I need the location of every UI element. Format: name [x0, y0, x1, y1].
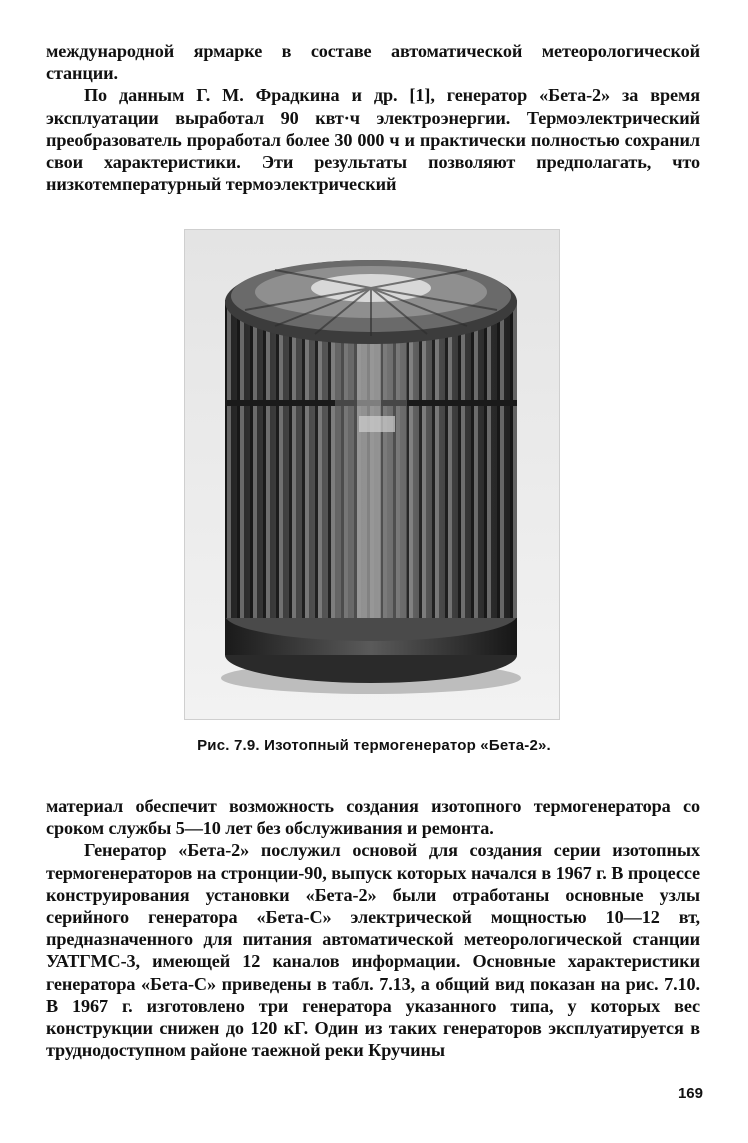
paragraph-fradkin-data: По данным Г. М. Фрадкина и др. [1], генератор «Бета-2» за время эксплуатации выработал 90 квт·ч электроэнергии. Термоэлектрический преобразователь проработал более 30 000 ч и практически полностью сохранил свои характеристики. Эти результаты позволяют предполагать, что низкотемпературный термоэлектрический [46, 85, 700, 195]
thermogenerator-photo-icon [185, 230, 559, 719]
paragraph-beta-s-series: Генератор «Бета-2» послужил основой для создания серии изотопных термогенераторов на стронции-90, выпуск которых начался в 1967 г. В процессе конструирования установки «Бета-2» были отработаны основные узлы серийного генератора «Бета-С» электрической мощностью 10—12 вт, предназначенного для питания автоматической метеорологической станции УАТГМС-3, имеющей 12 каналов информации. Основные характеристики генератора «Бета-С» приведены в табл. 7.13, а общий вид показан на рис. 7.10. В 1967 г. изготовлено три генератора указанного типа, у которых вес конструкции снижен до 120 кГ. Один из таких генераторов эксплуатируется в труднодоступном районе таежной реки Кручины [46, 840, 700, 1061]
paragraph-service-life: материал обеспечит возможность создания изотопного термогенератора со сроком службы 5—10 лет без обслуживания и ремонта. [46, 796, 700, 839]
paragraph-continuation: международной ярмарке в составе автоматической метеорологической станции. [46, 41, 700, 84]
figure-photo-beta2 [184, 229, 560, 720]
text-block-bottom [46, 795, 700, 1061]
page-number: 169 [677, 1085, 703, 1102]
text-block-top [46, 40, 700, 195]
figure-caption: Рис. 7.9. Изотопный термогенератор «Бета-2». [197, 737, 551, 754]
